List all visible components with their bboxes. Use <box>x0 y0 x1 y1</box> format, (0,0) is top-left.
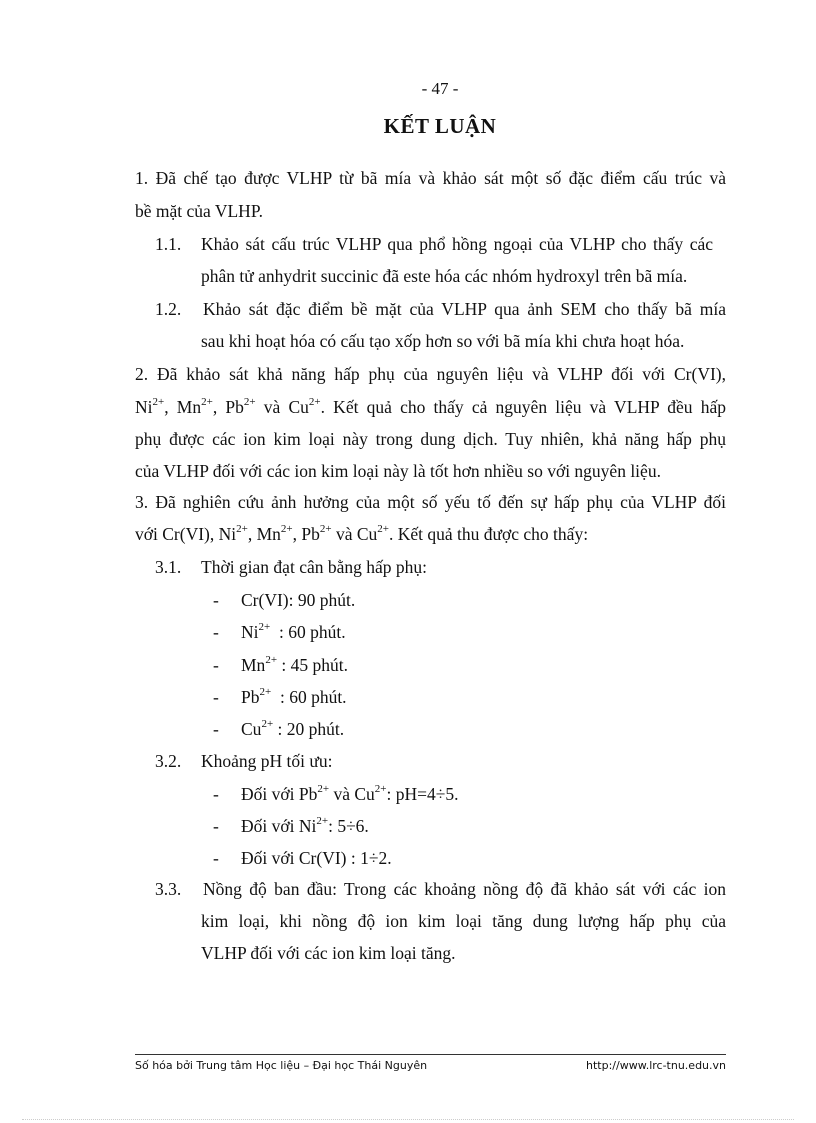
item-1-1-line-1: Khảo sát cấu trúc VLHP qua phổ hồng ngoại của VLHP cho thấy các <box>201 234 713 254</box>
item-1-line-2: bề mặt của VLHP. <box>135 201 263 221</box>
item-3-1-number: 3.1. <box>155 557 182 577</box>
time-cu: $Cu^{2+}$ : 20 phút. <box>241 718 345 739</box>
footer-url-link[interactable]: http://www.lrc-tnu.edu.vn <box>586 1059 726 1072</box>
item-2-line-2: $Ni^{2+}$, $Mn^{2+}$, $Pb^{2+}$ và $Cu^{2+}$. Kết quả cho thấy cả nguyên liệu và VLHP đều hấp <box>135 396 727 417</box>
bullet-dash: - <box>213 719 219 739</box>
item-2-line-3: phụ được các ion kim loại này trong dung dịch. Tuy nhiên, khả năng hấp phụ <box>135 429 726 449</box>
bullet-dash: - <box>213 687 219 707</box>
ph-pb-cu: Đối với $Pb^{2+}$ và $Cu^{2+}$: pH=4÷5. <box>241 783 459 804</box>
time-cr: Cr(VI): 90 phút. <box>241 590 356 610</box>
item-3-3-line-1: Nồng độ ban đầu: Trong các khoảng nồng độ đã khảo sát với các ion <box>203 879 726 899</box>
page-edge-divider <box>22 1119 794 1120</box>
ph-ni: Đối với $Ni^{2+}$: 5÷6. <box>241 815 369 836</box>
item-1-2-line-2: sau khi hoạt hóa có cấu tạo xốp hơn so với bã mía khi chưa hoạt hóa. <box>201 331 685 351</box>
ph-cr: Đối với Cr(VI) : 1÷2. <box>241 848 392 868</box>
item-3-3-line-3: VLHP đối với các ion kim loại tăng. <box>201 943 456 963</box>
item-3-3-number: 3.3. <box>155 879 182 899</box>
item-1-2-line-1: Khảo sát đặc điểm bề mặt của VLHP qua ảnh SEM cho thấy bã mía <box>203 299 726 319</box>
item-3-2-text: Khoảng pH tối ưu: <box>201 751 333 771</box>
item-2-line-4: của VLHP đối với các ion kim loại này là tốt hơn nhiều so với nguyên liệu. <box>135 461 661 481</box>
item-1-line-1: 1. Đã chế tạo được VLHP từ bã mía và khảo sát một số đặc điểm cấu trúc và <box>135 168 726 188</box>
bullet-dash: - <box>213 848 219 868</box>
page-title: KẾT LUẬN <box>383 114 497 138</box>
bullet-dash: - <box>213 816 219 836</box>
bullet-dash: - <box>213 622 219 642</box>
item-3-1-text: Thời gian đạt cân bằng hấp phụ: <box>201 557 427 577</box>
page-number: - 47 - <box>421 79 459 98</box>
item-3-line-1: 3. Đã nghiên cứu ảnh hưởng của một số yếu tố đến sự hấp phụ của VLHP đối <box>135 492 726 512</box>
time-ni: $Ni^{2+}$ : 60 phút. <box>241 621 346 642</box>
item-1-1-number: 1.1. <box>155 234 182 254</box>
item-2-line-1: 2. Đã khảo sát khả năng hấp phụ của nguyên liệu và VLHP đối với Cr(VI), <box>135 364 726 384</box>
footer-divider <box>135 1054 726 1055</box>
bullet-dash: - <box>213 590 219 610</box>
bullet-dash: - <box>213 784 219 804</box>
time-mn: $Mn^{2+}$ : 45 phút. <box>241 654 349 675</box>
footer-source: Số hóa bởi Trung tâm Học liệu – Đại học Thái Nguyên <box>135 1059 428 1072</box>
item-1-2-number: 1.2. <box>155 299 182 319</box>
item-1-1-line-2: phân tử anhydrit succinic đã este hóa các nhóm hydroxyl trên bã mía. <box>201 266 688 286</box>
time-pb: $Pb^{2+}$ : 60 phút. <box>241 686 347 707</box>
item-3-line-2: với Cr(VI), $Ni^{2+}$, $Mn^{2+}$, $Pb^{2+}$ và $Cu^{2+}$. Kết quả thu được cho thấy: <box>135 523 589 544</box>
item-3-3-line-2: kim loại, khi nồng độ ion kim loại tăng dung lượng hấp phụ của <box>201 911 726 931</box>
item-3-2-number: 3.2. <box>155 751 182 771</box>
bullet-dash: - <box>213 655 219 675</box>
